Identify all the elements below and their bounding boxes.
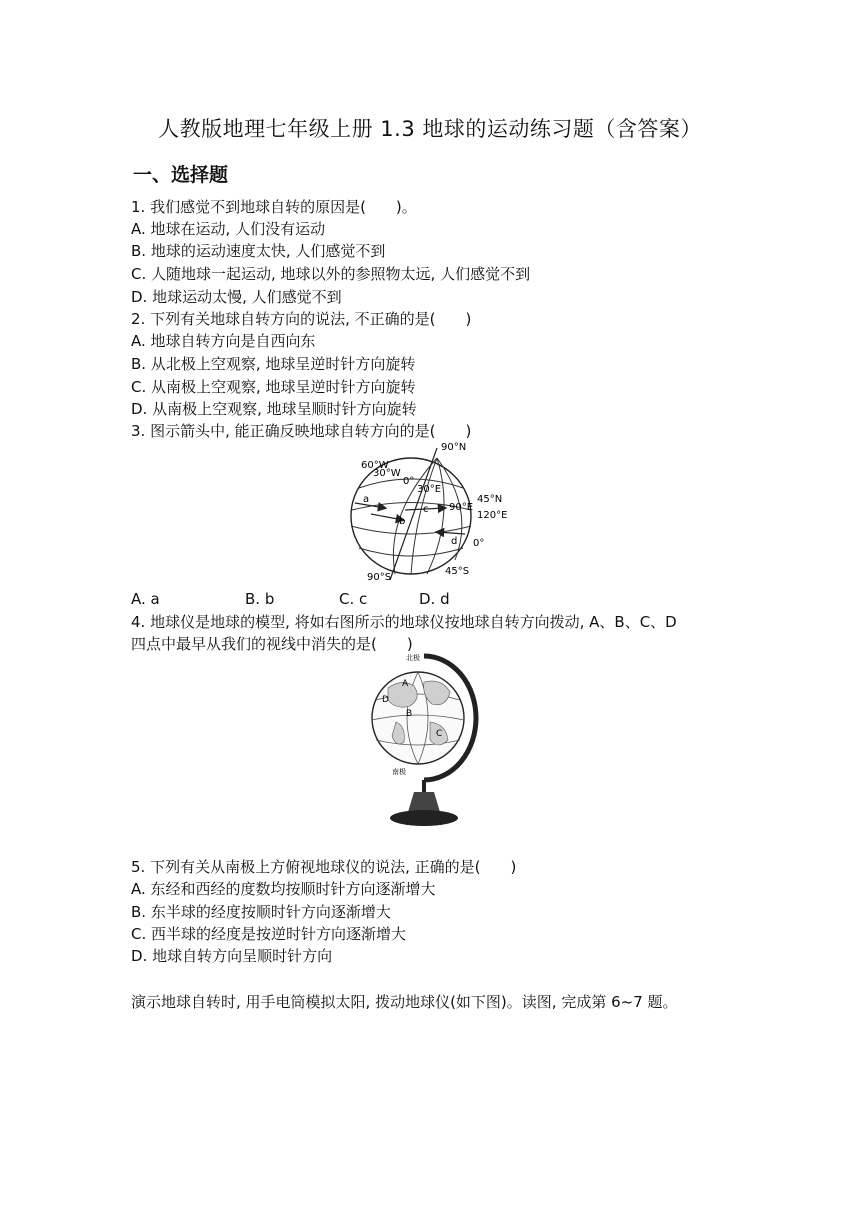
q5-option-d: D. 地球自转方向呈顺时针方向 [131,947,333,965]
q3-option-c: C. c [339,590,368,608]
document-title: 人教版地理七年级上册 1.3 地球的运动练习题（含答案） [158,117,702,141]
q1-option-b: B. 地球的运动速度太快, 人们感觉不到 [131,242,386,260]
label-60w: 60°W [361,460,389,471]
globe-grid-figure [345,440,525,582]
question-4-stem-line2: 四点中最早从我们的视线中消失的是( ) [131,635,413,653]
label-c: c [423,504,429,515]
label-120e: 120°E [477,510,508,521]
question-1-stem: 1. 我们感觉不到地球自转的原因是( )。 [131,198,417,216]
q2-option-a: A. 地球自转方向是自西向东 [131,332,316,350]
label-45n: 45°N [477,494,503,505]
label-30e: 30°E [417,484,442,495]
label-point-b: B [406,709,413,719]
q2-option-d: D. 从南极上空观察, 地球呈顺时针方向旋转 [131,400,417,418]
label-90n: 90°N [441,442,467,453]
label-30w: 30°W [373,468,401,479]
q1-option-c: C. 人随地球一起运动, 地球以外的参照物太远, 人们感觉不到 [131,265,531,283]
question-4-stem-line1: 4. 地球仪是地球的模型, 将如右图所示的地球仪按地球自转方向拨动, A、B、C、D [131,613,677,631]
label-south-pole: 南极 [392,768,406,776]
label-90e: 90°E [449,502,474,513]
label-d: d [451,536,458,547]
questions-6-7-intro: 演示地球自转时, 用手电筒模拟太阳, 拨动地球仪(如下图)。读图, 完成第 6~7 题。 [131,993,678,1011]
section-heading: 一、选择题 [133,164,229,186]
q1-option-a: A. 地球在运动, 人们没有运动 [131,220,326,238]
q1-option-d: D. 地球运动太慢, 人们感觉不到 [131,288,342,306]
q5-option-c: C. 西半球的经度是按逆时针方向逐渐增大 [131,925,407,943]
q3-option-b: B. b [245,590,275,608]
label-a: a [363,494,370,505]
question-3-stem: 3. 图示箭头中, 能正确反映地球自转方向的是( ) [131,422,472,440]
q5-option-b: B. 东半球的经度按顺时针方向逐渐增大 [131,903,391,921]
label-90s: 90°S [367,572,392,582]
label-0-equator: 0° [473,538,485,549]
label-b: b [399,516,406,527]
q5-option-a: A. 东经和西经的度数均按顺时针方向逐渐增大 [131,880,436,898]
label-north-pole: 北极 [406,654,420,662]
question-2-stem: 2. 下列有关地球自转方向的说法, 不正确的是( ) [131,310,472,328]
label-point-c: C [436,729,443,739]
tellurion-figure [366,652,482,830]
q2-option-c: C. 从南极上空观察, 地球呈逆时针方向旋转 [131,378,416,396]
label-45s: 45°S [445,566,470,577]
label-0-top: 0° [403,476,415,487]
question-5-stem: 5. 下列有关从南极上方俯视地球仪的说法, 正确的是( ) [131,858,517,876]
q2-option-b: B. 从北极上空观察, 地球呈逆时针方向旋转 [131,355,416,373]
label-point-a: A [402,679,409,689]
label-point-d: D [382,695,389,705]
q3-option-d: D. d [419,590,450,608]
q3-option-a: A. a [131,590,160,608]
